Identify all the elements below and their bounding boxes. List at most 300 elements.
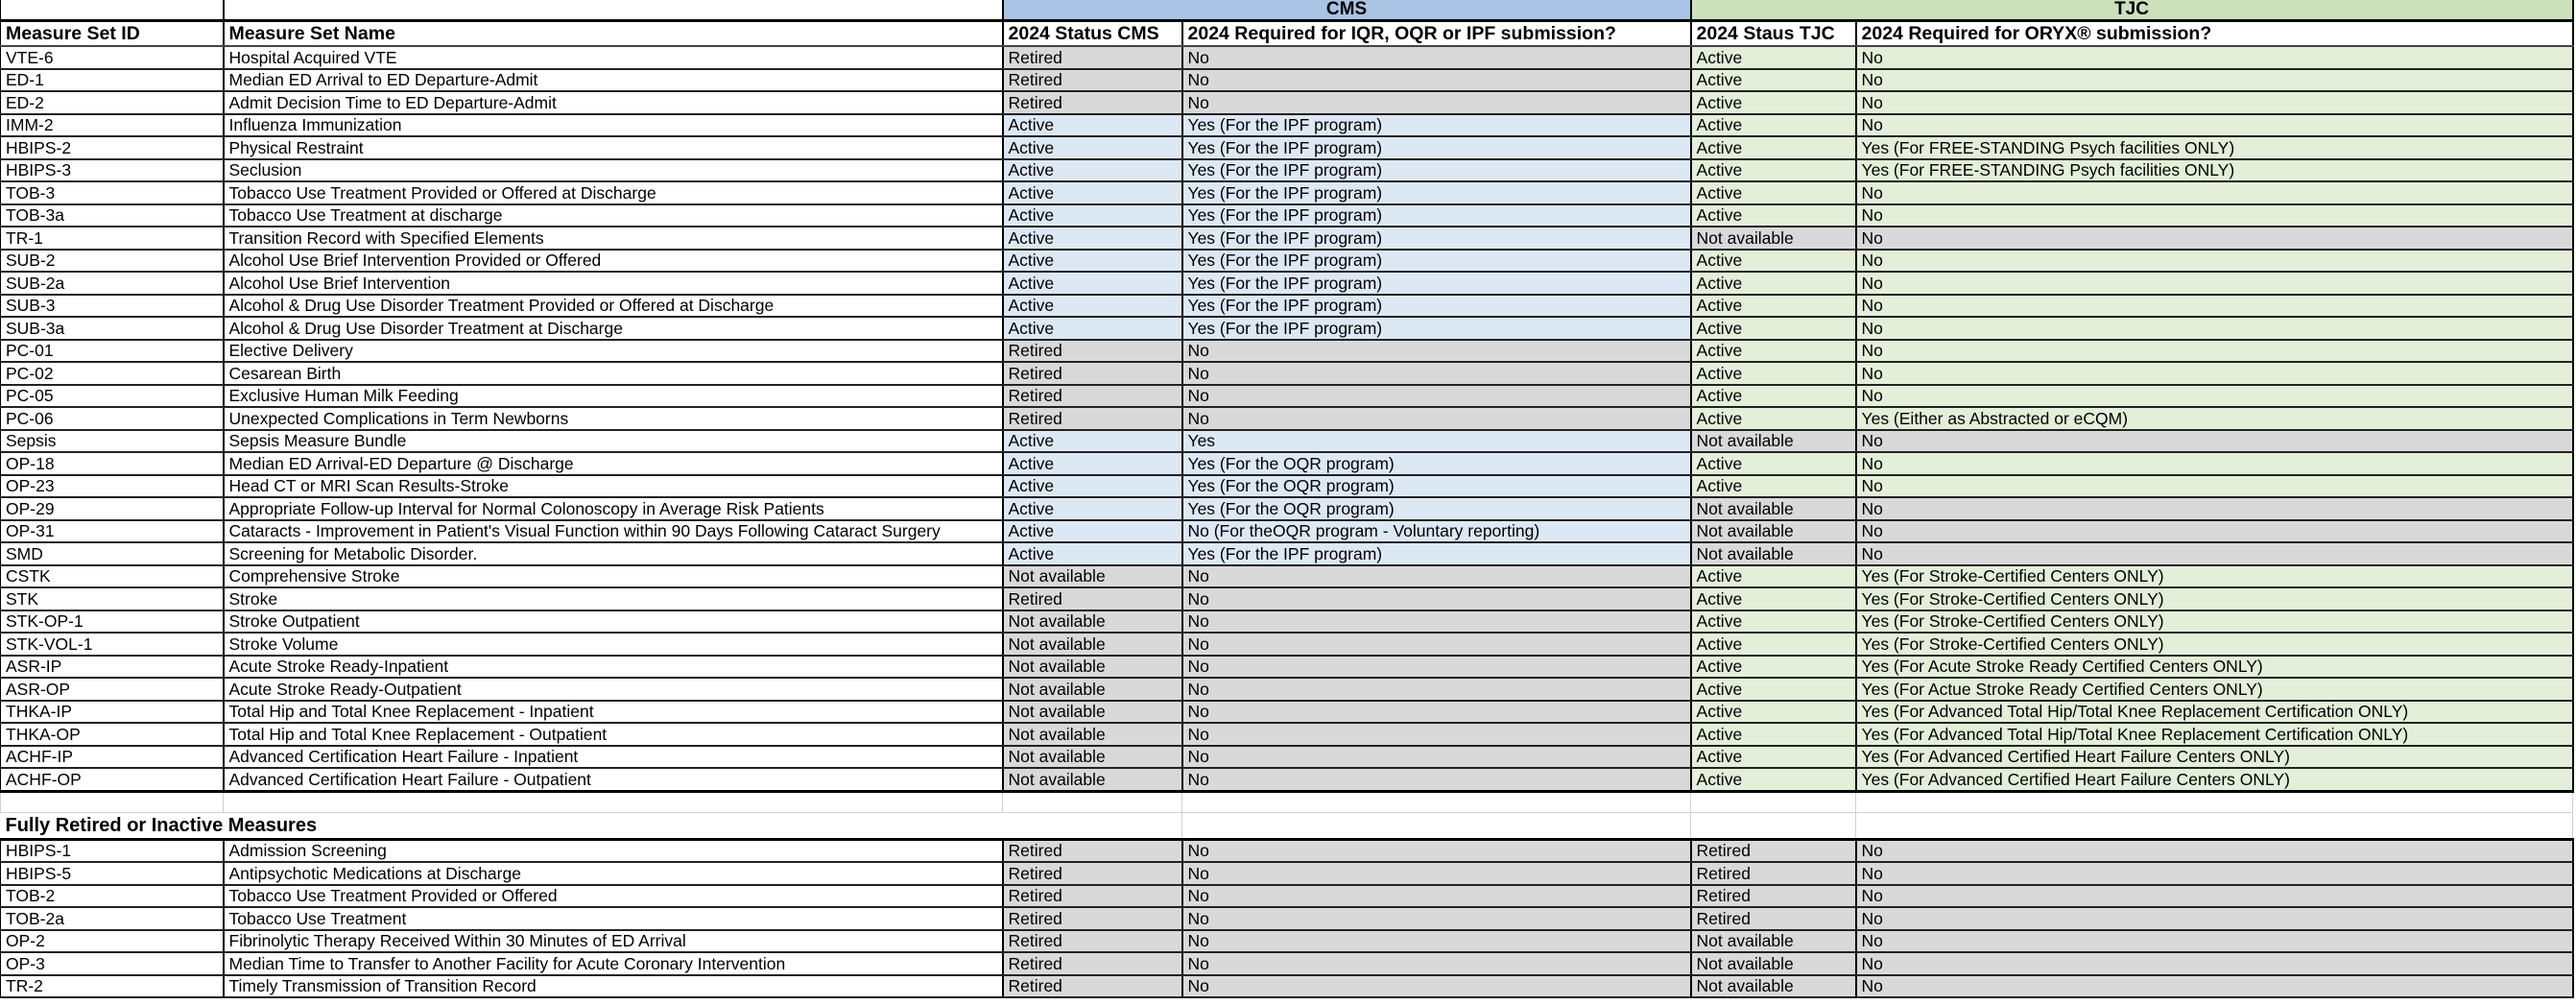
tjc-status-cell[interactable]: Retired	[1691, 885, 1856, 908]
measure-set-id-cell[interactable]: CSTK	[1, 565, 224, 588]
cms-status-cell[interactable]: Active	[1003, 317, 1182, 340]
table-row	[1, 930, 2573, 953]
blank-cell[interactable]	[1182, 812, 1691, 839]
measure-set-name-cell[interactable]: Influenza Immunization	[224, 114, 1003, 137]
tjc-status-cell[interactable]: Active	[1691, 46, 1856, 69]
cms-required-cell[interactable]: No	[1182, 975, 1691, 998]
measure-set-name-cell[interactable]: Exclusive Human Milk Feeding	[224, 385, 1003, 408]
measure-set-name-cell[interactable]: Stroke Outpatient	[224, 610, 1003, 634]
measure-set-id-cell[interactable]: PC-02	[1, 362, 224, 385]
tjc-status-cell[interactable]: Active	[1691, 136, 1856, 159]
col-header-required-cms[interactable]: 2024 Required for IQR, OQR or IPF submission?	[1182, 21, 1691, 47]
table-row	[1, 430, 2573, 453]
cms-required-cell[interactable]: No	[1182, 385, 1691, 408]
blank-cell[interactable]	[1691, 791, 1856, 812]
tjc-status-cell[interactable]: Active	[1691, 69, 1856, 92]
measure-set-id-cell[interactable]: ED-2	[1, 91, 224, 114]
cms-required-cell[interactable]: Yes (For the IPF program)	[1182, 159, 1691, 182]
measure-set-id-cell[interactable]: OP-23	[1, 475, 224, 498]
cms-required-cell[interactable]: No	[1182, 362, 1691, 385]
measure-set-id-cell[interactable]: THKA-OP	[1, 723, 224, 746]
cms-required-cell[interactable]: No	[1182, 723, 1691, 746]
table-row	[1, 701, 2573, 724]
cms-status-cell[interactable]: Retired	[1003, 907, 1182, 930]
oryx-required-cell[interactable]: No	[1856, 69, 2573, 92]
measure-set-name-cell[interactable]: Transition Record with Specified Elements	[224, 227, 1003, 250]
table-row	[1, 885, 2573, 908]
measure-set-id-cell[interactable]: TOB-2a	[1, 907, 224, 930]
tjc-status-cell[interactable]: Active	[1691, 340, 1856, 363]
cms-status-cell[interactable]: Active	[1003, 136, 1182, 159]
measure-set-id-cell[interactable]: ACHF-IP	[1, 746, 224, 769]
oryx-required-cell[interactable]: No	[1856, 204, 2573, 227]
oryx-required-cell[interactable]: Yes (For Advanced Total Hip/Total Knee Replacement Certification ONLY)	[1856, 701, 2573, 724]
oryx-required-cell[interactable]: No	[1856, 475, 2573, 498]
oryx-required-cell[interactable]: No	[1856, 520, 2573, 543]
cms-required-cell[interactable]: No	[1182, 656, 1691, 679]
measure-set-id-cell[interactable]: STK-VOL-1	[1, 633, 224, 656]
blank-cell[interactable]	[224, 791, 1003, 812]
tjc-status-cell[interactable]: Active	[1691, 91, 1856, 114]
measure-set-id-cell[interactable]: STK	[1, 587, 224, 610]
cms-status-cell[interactable]: Retired	[1003, 69, 1182, 92]
measure-set-name-cell[interactable]: Physical Restraint	[224, 136, 1003, 159]
measure-set-name-cell[interactable]: Sepsis Measure Bundle	[224, 430, 1003, 453]
cms-status-cell[interactable]: Retired	[1003, 91, 1182, 114]
tjc-status-cell[interactable]: Active	[1691, 701, 1856, 724]
measure-set-name-cell[interactable]: Tobacco Use Treatment	[224, 907, 1003, 930]
oryx-required-cell[interactable]: No	[1856, 227, 2573, 250]
measure-set-name-cell[interactable]: Comprehensive Stroke	[224, 565, 1003, 588]
cms-required-cell[interactable]: No	[1182, 340, 1691, 363]
cms-required-cell[interactable]: Yes (For the IPF program)	[1182, 272, 1691, 295]
measure-set-name-cell[interactable]: Advanced Certification Heart Failure - Inpatient	[224, 746, 1003, 769]
cms-status-cell[interactable]: Not available	[1003, 678, 1182, 701]
cms-required-cell[interactable]: Yes (For the IPF program)	[1182, 114, 1691, 137]
measure-set-name-cell[interactable]: Tobacco Use Treatment Provided or Offered at Discharge	[224, 181, 1003, 204]
measure-set-id-cell[interactable]: HBIPS-3	[1, 159, 224, 182]
measure-set-id-cell[interactable]: TOB-3	[1, 181, 224, 204]
cms-status-cell[interactable]: Active	[1003, 452, 1182, 475]
measure-set-id-cell[interactable]: PC-01	[1, 340, 224, 363]
measure-set-name-cell[interactable]: Total Hip and Total Knee Replacement - Outpatient	[224, 723, 1003, 746]
oryx-required-cell[interactable]: No	[1856, 250, 2573, 273]
table-row	[1, 839, 2573, 862]
measure-set-id-cell[interactable]: SUB-3	[1, 295, 224, 318]
cms-status-cell[interactable]: Active	[1003, 295, 1182, 318]
cms-status-cell[interactable]: Active	[1003, 159, 1182, 182]
cms-required-cell[interactable]: No	[1182, 885, 1691, 908]
cms-status-cell[interactable]: Not available	[1003, 723, 1182, 746]
measure-set-name-cell[interactable]: Antipsychotic Medications at Discharge	[224, 862, 1003, 885]
oryx-required-cell[interactable]: Yes (For Actue Stroke Ready Certified Centers ONLY)	[1856, 678, 2573, 701]
oryx-required-cell[interactable]: No	[1856, 952, 2573, 975]
measure-set-name-cell[interactable]: Hospital Acquired VTE	[224, 46, 1003, 69]
cms-status-cell[interactable]: Not available	[1003, 768, 1182, 791]
cms-required-cell[interactable]: Yes (For the IPF program)	[1182, 250, 1691, 273]
tjc-status-cell[interactable]: Active	[1691, 746, 1856, 769]
cms-status-cell[interactable]: Not available	[1003, 656, 1182, 679]
oryx-required-cell[interactable]: No	[1856, 114, 2573, 137]
tjc-status-cell[interactable]: Active	[1691, 407, 1856, 430]
tjc-status-cell[interactable]: Active	[1691, 114, 1856, 137]
table-row	[1, 587, 2573, 610]
cms-status-cell[interactable]: Retired	[1003, 407, 1182, 430]
cms-status-cell[interactable]: Active	[1003, 430, 1182, 453]
oryx-required-cell[interactable]: No	[1856, 317, 2573, 340]
measure-set-id-cell[interactable]: TR-1	[1, 227, 224, 250]
blank-cell[interactable]	[1003, 812, 1182, 839]
oryx-required-cell[interactable]: No	[1856, 885, 2573, 908]
oryx-required-cell[interactable]: No	[1856, 907, 2573, 930]
table-row	[1, 975, 2573, 998]
cms-required-cell[interactable]: Yes (For the IPF program)	[1182, 295, 1691, 318]
table-row	[1, 678, 2573, 701]
retired-measures-body	[1, 839, 2573, 997]
tjc-status-cell[interactable]: Not available	[1691, 497, 1856, 520]
table-row	[1, 91, 2573, 114]
oryx-required-cell[interactable]: No	[1856, 272, 2573, 295]
cms-status-cell[interactable]: Active	[1003, 475, 1182, 498]
blank-row	[1, 791, 2573, 812]
tjc-status-cell[interactable]: Active	[1691, 295, 1856, 318]
tjc-status-cell[interactable]: Not available	[1691, 520, 1856, 543]
col-header-status-tjc[interactable]: 2024 Staus TJC	[1691, 21, 1856, 47]
cms-required-cell[interactable]: No	[1182, 610, 1691, 634]
measure-set-name-cell[interactable]: Median Time to Transfer to Another Facility for Acute Coronary Intervention	[224, 952, 1003, 975]
table-row	[1, 862, 2573, 885]
cms-required-cell[interactable]: No	[1182, 407, 1691, 430]
table-row	[1, 907, 2573, 930]
measure-set-id-cell[interactable]: THKA-IP	[1, 701, 224, 724]
cms-required-cell[interactable]: No	[1182, 565, 1691, 588]
table-row	[1, 407, 2573, 430]
measure-set-name-cell[interactable]: Alcohol & Drug Use Disorder Treatment Provided or Offered at Discharge	[224, 295, 1003, 318]
tjc-status-cell[interactable]: Active	[1691, 610, 1856, 634]
measure-set-id-cell[interactable]: SUB-2	[1, 250, 224, 273]
tjc-status-cell[interactable]: Active	[1691, 678, 1856, 701]
oryx-required-cell[interactable]: Yes (For Stroke-Certified Centers ONLY)	[1856, 610, 2573, 634]
tjc-status-cell[interactable]: Active	[1691, 565, 1856, 588]
measure-set-name-cell[interactable]: Appropriate Follow-up Interval for Normal Colonoscopy in Average Risk Patients	[224, 497, 1003, 520]
cms-required-cell[interactable]: Yes	[1182, 430, 1691, 453]
cms-required-cell[interactable]: No	[1182, 91, 1691, 114]
cms-required-cell[interactable]: No	[1182, 678, 1691, 701]
cms-required-cell[interactable]: No	[1182, 69, 1691, 92]
measure-set-id-cell[interactable]: TR-2	[1, 975, 224, 998]
measure-set-name-cell[interactable]: Screening for Metabolic Disorder.	[224, 542, 1003, 565]
cms-status-cell[interactable]: Active	[1003, 520, 1182, 543]
cms-required-cell[interactable]: No	[1182, 701, 1691, 724]
cms-status-cell[interactable]: Active	[1003, 114, 1182, 137]
tjc-status-cell[interactable]: Active	[1691, 317, 1856, 340]
group-header-row	[1, 0, 2573, 21]
table-row	[1, 746, 2573, 769]
oryx-required-cell[interactable]: No	[1856, 181, 2573, 204]
measure-set-id-cell[interactable]: ACHF-OP	[1, 768, 224, 791]
measure-set-id-cell[interactable]: PC-06	[1, 407, 224, 430]
cms-required-cell[interactable]: Yes (For the IPF program)	[1182, 136, 1691, 159]
measure-set-id-cell[interactable]: OP-18	[1, 452, 224, 475]
measure-set-id-cell[interactable]: SUB-3a	[1, 317, 224, 340]
oryx-required-cell[interactable]: Yes (For Advanced Certified Heart Failure Centers ONLY)	[1856, 768, 2573, 791]
oryx-required-cell[interactable]: Yes (For Advanced Certified Heart Failure Centers ONLY)	[1856, 746, 2573, 769]
tjc-status-cell[interactable]: Not available	[1691, 975, 1856, 998]
cms-status-cell[interactable]: Retired	[1003, 862, 1182, 885]
cms-required-cell[interactable]: No (For theOQR program - Voluntary reporting)	[1182, 520, 1691, 543]
oryx-required-cell[interactable]: Yes (For FREE-STANDING Psych facilities ONLY)	[1856, 136, 2573, 159]
retired-section-title[interactable]: Fully Retired or Inactive Measures	[1, 812, 1003, 839]
measure-set-name-cell[interactable]: Admission Screening	[224, 839, 1003, 862]
cms-required-cell[interactable]: No	[1182, 862, 1691, 885]
tjc-status-cell[interactable]: Active	[1691, 385, 1856, 408]
measure-set-name-cell[interactable]: Timely Transmission of Transition Record	[224, 975, 1003, 998]
measure-set-id-cell[interactable]: ED-1	[1, 69, 224, 92]
measure-set-name-cell[interactable]: Elective Delivery	[224, 340, 1003, 363]
active-measures-body	[1, 46, 2573, 791]
table-row	[1, 69, 2573, 92]
cms-required-cell[interactable]: No	[1182, 907, 1691, 930]
col-header-measure-set-id[interactable]: Measure Set ID	[1, 21, 224, 47]
cms-status-cell[interactable]: Active	[1003, 542, 1182, 565]
oryx-required-cell[interactable]: No	[1856, 91, 2573, 114]
measure-set-id-cell[interactable]: TOB-2	[1, 885, 224, 908]
tjc-status-cell[interactable]: Not available	[1691, 227, 1856, 250]
cms-group-header[interactable]: CMS	[1003, 0, 1691, 21]
cms-status-cell[interactable]: Retired	[1003, 385, 1182, 408]
blank-cell[interactable]	[1856, 791, 2573, 812]
measure-set-name-cell[interactable]: Total Hip and Total Knee Replacement - Inpatient	[224, 701, 1003, 724]
oryx-required-cell[interactable]: Yes (For Stroke-Certified Centers ONLY)	[1856, 587, 2573, 610]
measure-set-name-cell[interactable]: Advanced Certification Heart Failure - Outpatient	[224, 768, 1003, 791]
measure-set-id-cell[interactable]: HBIPS-5	[1, 862, 224, 885]
cms-status-cell[interactable]: Active	[1003, 227, 1182, 250]
oryx-required-cell[interactable]: No	[1856, 930, 2573, 953]
cms-required-cell[interactable]: Yes (For the OQR program)	[1182, 497, 1691, 520]
measure-set-id-cell[interactable]: OP-2	[1, 930, 224, 953]
measure-set-name-cell[interactable]: Tobacco Use Treatment at discharge	[224, 204, 1003, 227]
cms-required-cell[interactable]: Yes (For the OQR program)	[1182, 475, 1691, 498]
measure-set-id-cell[interactable]: HBIPS-1	[1, 839, 224, 862]
tjc-status-cell[interactable]: Retired	[1691, 839, 1856, 862]
tjc-status-cell[interactable]: Active	[1691, 159, 1856, 182]
table-row	[1, 520, 2573, 543]
measure-set-id-cell[interactable]: OP-3	[1, 952, 224, 975]
cms-required-cell[interactable]: Yes (For the IPF program)	[1182, 204, 1691, 227]
cms-status-cell[interactable]: Active	[1003, 250, 1182, 273]
measure-set-name-cell[interactable]: Acute Stroke Ready-Outpatient	[224, 678, 1003, 701]
cms-status-cell[interactable]: Retired	[1003, 930, 1182, 953]
cms-status-cell[interactable]: Not available	[1003, 701, 1182, 724]
measure-set-id-cell[interactable]: OP-29	[1, 497, 224, 520]
cms-status-cell[interactable]: Not available	[1003, 565, 1182, 588]
measure-set-id-cell[interactable]: OP-31	[1, 520, 224, 543]
cms-required-cell[interactable]: Yes (For the IPF program)	[1182, 227, 1691, 250]
cms-required-cell[interactable]: Yes (For the IPF program)	[1182, 542, 1691, 565]
cms-status-cell[interactable]: Active	[1003, 497, 1182, 520]
table-row	[1, 952, 2573, 975]
tjc-status-cell[interactable]: Active	[1691, 768, 1856, 791]
tjc-group-header[interactable]: TJC	[1691, 0, 2573, 21]
cms-status-cell[interactable]: Not available	[1003, 610, 1182, 634]
oryx-required-cell[interactable]: No	[1856, 862, 2573, 885]
cms-status-cell[interactable]: Retired	[1003, 952, 1182, 975]
measure-set-id-cell[interactable]: ASR-OP	[1, 678, 224, 701]
table-row	[1, 497, 2573, 520]
measure-set-id-cell[interactable]: STK-OP-1	[1, 610, 224, 634]
measure-set-name-cell[interactable]: Alcohol Use Brief Intervention Provided or Offered	[224, 250, 1003, 273]
tjc-status-cell[interactable]: Active	[1691, 475, 1856, 498]
tjc-status-cell[interactable]: Active	[1691, 181, 1856, 204]
cms-status-cell[interactable]: Retired	[1003, 46, 1182, 69]
cms-status-cell[interactable]: Not available	[1003, 633, 1182, 656]
table-row	[1, 452, 2573, 475]
cms-required-cell[interactable]: No	[1182, 587, 1691, 610]
cms-status-cell[interactable]: Active	[1003, 181, 1182, 204]
tjc-status-cell[interactable]: Retired	[1691, 862, 1856, 885]
tjc-status-cell[interactable]: Active	[1691, 633, 1856, 656]
spacer-body	[1, 791, 2573, 839]
table-row	[1, 385, 2573, 408]
cms-status-cell[interactable]: Retired	[1003, 362, 1182, 385]
cms-status-cell[interactable]: Retired	[1003, 340, 1182, 363]
table-row	[1, 656, 2573, 679]
measure-set-name-cell[interactable]: Cesarean Birth	[224, 362, 1003, 385]
table-row	[1, 181, 2573, 204]
tjc-status-cell[interactable]: Not available	[1691, 952, 1856, 975]
cms-status-cell[interactable]: Retired	[1003, 975, 1182, 998]
cms-status-cell[interactable]: Retired	[1003, 839, 1182, 862]
oryx-required-cell[interactable]: No	[1856, 430, 2573, 453]
cms-status-cell[interactable]: Not available	[1003, 746, 1182, 769]
blank-cell[interactable]	[1003, 791, 1182, 812]
measure-set-name-cell[interactable]: Head CT or MRI Scan Results-Stroke	[224, 475, 1003, 498]
measure-set-id-cell[interactable]: VTE-6	[1, 46, 224, 69]
col-header-measure-set-name[interactable]: Measure Set Name	[224, 21, 1003, 47]
tjc-status-cell[interactable]: Not available	[1691, 542, 1856, 565]
measure-set-id-cell[interactable]: PC-05	[1, 385, 224, 408]
measure-set-name-cell[interactable]: Acute Stroke Ready-Inpatient	[224, 656, 1003, 679]
oryx-required-cell[interactable]: No	[1856, 452, 2573, 475]
oryx-required-cell[interactable]: No	[1856, 497, 2573, 520]
cms-required-cell[interactable]: Yes (For the OQR program)	[1182, 452, 1691, 475]
measure-set-name-cell[interactable]: Stroke Volume	[224, 633, 1003, 656]
tjc-status-cell[interactable]: Active	[1691, 204, 1856, 227]
tjc-status-cell[interactable]: Active	[1691, 723, 1856, 746]
cms-required-cell[interactable]: No	[1182, 768, 1691, 791]
measure-set-id-cell[interactable]: IMM-2	[1, 114, 224, 137]
oryx-required-cell[interactable]: Yes (Either as Abstracted or eCQM)	[1856, 407, 2573, 430]
oryx-required-cell[interactable]: No	[1856, 295, 2573, 318]
oryx-required-cell[interactable]: Yes (For Acute Stroke Ready Certified Centers ONLY)	[1856, 656, 2573, 679]
blank-cell[interactable]	[1691, 812, 1856, 839]
oryx-required-cell[interactable]: No	[1856, 385, 2573, 408]
tjc-status-cell[interactable]: Active	[1691, 362, 1856, 385]
table-row	[1, 136, 2573, 159]
col-header-required-oryx[interactable]: 2024 Required for ORYX® submission?	[1856, 21, 2573, 47]
col-header-status-cms[interactable]: 2024 Status CMS	[1003, 21, 1182, 47]
table-row	[1, 272, 2573, 295]
tjc-status-cell[interactable]: Not available	[1691, 930, 1856, 953]
measure-set-id-cell[interactable]: SMD	[1, 542, 224, 565]
table-row	[1, 362, 2573, 385]
table-row	[1, 250, 2573, 273]
cms-required-cell[interactable]: No	[1182, 839, 1691, 862]
table-row	[1, 295, 2573, 318]
oryx-required-cell[interactable]: Yes (For Stroke-Certified Centers ONLY)	[1856, 633, 2573, 656]
blank-cell[interactable]	[1, 0, 224, 21]
measure-set-id-cell[interactable]: SUB-2a	[1, 272, 224, 295]
oryx-required-cell[interactable]: Yes (For FREE-STANDING Psych facilities ONLY)	[1856, 159, 2573, 182]
measure-set-name-cell[interactable]: Tobacco Use Treatment Provided or Offered	[224, 885, 1003, 908]
blank-cell[interactable]	[224, 0, 1003, 21]
tjc-status-cell[interactable]: Retired	[1691, 907, 1856, 930]
blank-cell[interactable]	[1182, 791, 1691, 812]
oryx-required-cell[interactable]: No	[1856, 839, 2573, 862]
tjc-status-cell[interactable]: Active	[1691, 250, 1856, 273]
measure-set-name-cell[interactable]: Unexpected Complications in Term Newborns	[224, 407, 1003, 430]
measure-set-name-cell[interactable]: Cataracts - Improvement in Patient's Visual Function within 90 Days Following Cataract Surgery	[224, 520, 1003, 543]
cms-required-cell[interactable]: No	[1182, 46, 1691, 69]
tjc-status-cell[interactable]: Active	[1691, 656, 1856, 679]
section-title-row	[1, 812, 2573, 839]
table-row	[1, 723, 2573, 746]
cms-required-cell[interactable]: No	[1182, 930, 1691, 953]
measure-set-id-cell[interactable]: ASR-IP	[1, 656, 224, 679]
tjc-status-cell[interactable]: Active	[1691, 272, 1856, 295]
table-row	[1, 633, 2573, 656]
oryx-required-cell[interactable]: No	[1856, 340, 2573, 363]
table-row	[1, 114, 2573, 137]
table-row	[1, 340, 2573, 363]
blank-cell[interactable]	[1856, 812, 2573, 839]
measure-set-name-cell[interactable]: Median ED Arrival to ED Departure-Admit	[224, 69, 1003, 92]
table-row	[1, 475, 2573, 498]
oryx-required-cell[interactable]: Yes (For Stroke-Certified Centers ONLY)	[1856, 565, 2573, 588]
cms-required-cell[interactable]: No	[1182, 633, 1691, 656]
measure-set-id-cell[interactable]: TOB-3a	[1, 204, 224, 227]
oryx-required-cell[interactable]: No	[1856, 362, 2573, 385]
tjc-status-cell[interactable]: Active	[1691, 587, 1856, 610]
measure-set-name-cell[interactable]: Stroke	[224, 587, 1003, 610]
measure-set-name-cell[interactable]: Alcohol & Drug Use Disorder Treatment at Discharge	[224, 317, 1003, 340]
measure-set-id-cell[interactable]: HBIPS-2	[1, 136, 224, 159]
oryx-required-cell[interactable]: No	[1856, 542, 2573, 565]
tjc-status-cell[interactable]: Not available	[1691, 430, 1856, 453]
oryx-required-cell[interactable]: No	[1856, 46, 2573, 69]
cms-status-cell[interactable]: Active	[1003, 272, 1182, 295]
measure-set-id-cell[interactable]: Sepsis	[1, 430, 224, 453]
cms-status-cell[interactable]: Active	[1003, 204, 1182, 227]
oryx-required-cell[interactable]: No	[1856, 975, 2573, 998]
measure-set-name-cell[interactable]: Median ED Arrival-ED Departure @ Discharge	[224, 452, 1003, 475]
table-row	[1, 204, 2573, 227]
tjc-status-cell[interactable]: Active	[1691, 452, 1856, 475]
table-row	[1, 610, 2573, 634]
blank-cell[interactable]	[1, 791, 224, 812]
cms-status-cell[interactable]: Retired	[1003, 885, 1182, 908]
measure-set-name-cell[interactable]: Admit Decision Time to ED Departure-Admit	[224, 91, 1003, 114]
cms-required-cell[interactable]: Yes (For the IPF program)	[1182, 181, 1691, 204]
oryx-required-cell[interactable]: Yes (For Advanced Total Hip/Total Knee Replacement Certification ONLY)	[1856, 723, 2573, 746]
measure-set-name-cell[interactable]: Seclusion	[224, 159, 1003, 182]
measure-set-name-cell[interactable]: Fibrinolytic Therapy Received Within 30 Minutes of ED Arrival	[224, 930, 1003, 953]
cms-status-cell[interactable]: Retired	[1003, 587, 1182, 610]
cms-required-cell[interactable]: No	[1182, 952, 1691, 975]
measure-set-name-cell[interactable]: Alcohol Use Brief Intervention	[224, 272, 1003, 295]
cms-required-cell[interactable]: Yes (For the IPF program)	[1182, 317, 1691, 340]
cms-required-cell[interactable]: No	[1182, 746, 1691, 769]
